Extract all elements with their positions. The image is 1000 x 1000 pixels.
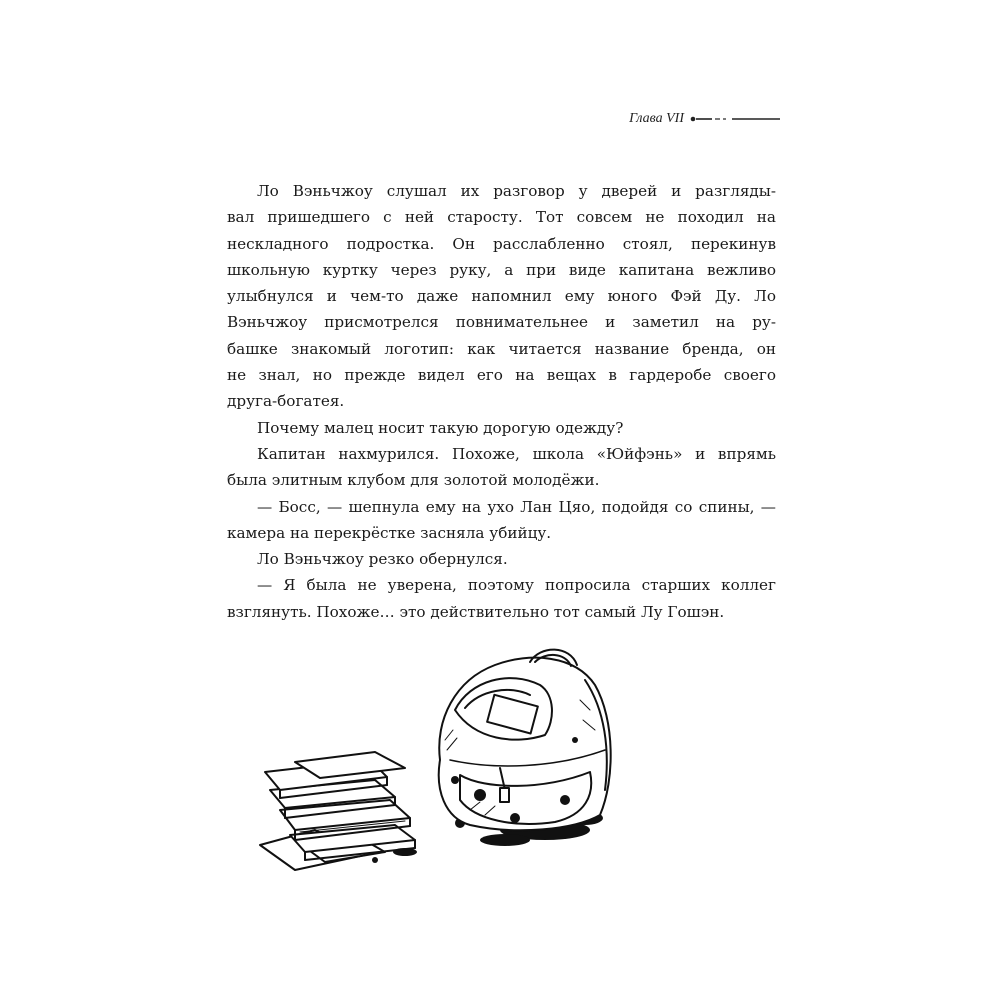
- body-text: [227, 178, 776, 625]
- text-line: вал пришедшего с ней старосту. Тот совсем не походил на: [227, 208, 776, 227]
- text-line: — Босс, — шепнула ему на ухо Лан Цяо, подойдя со спины, —: [257, 497, 776, 516]
- chapter-label: Глава VII: [629, 111, 684, 126]
- text-line: школьную куртку через руку, а при виде капитана вежливо: [227, 260, 776, 279]
- text-line: Вэньчжоу присмотрелся повнимательнее и заметил на ру-: [227, 313, 776, 332]
- text-line: друга-богатея.: [227, 392, 345, 411]
- text-line: Капитан нахмурился. Похоже, школа «Юйфэнь» и впрямь: [257, 444, 776, 463]
- running-header: [560, 109, 780, 129]
- text-line: взглянуть. Похоже… это действительно тот самый Лу Гошэн.: [227, 602, 725, 621]
- text-line: камера на перекрёстке засняла убийцу.: [227, 523, 552, 542]
- text-line: Почему малец носит такую дорогую одежду?: [257, 418, 624, 437]
- text-line: башке знакомый логотип: как читается название бренда, он: [227, 339, 776, 358]
- text-line: Ло Вэньчжоу слушал их разговор у дверей и разгляды-: [257, 182, 776, 200]
- text-line: Ло Вэньчжоу резко обернулся.: [257, 550, 508, 569]
- text-line: не знал, но прежде видел его на вещах в гардеробе своего: [227, 366, 776, 385]
- header-ornament-icon: [690, 114, 780, 124]
- text-line: — Я была не уверена, поэтому попросила старших коллег: [257, 576, 776, 595]
- backpack-and-books-icon: [255, 640, 635, 885]
- text-line: улыбнулся и чем-то даже напомнил ему юного Фэй Ду. Ло: [227, 287, 776, 306]
- text-line: нескладного подростка. Он расслабленно стоял, перекинув: [227, 234, 776, 253]
- text-line: была элитным клубом для золотой молодёжи.: [227, 471, 600, 490]
